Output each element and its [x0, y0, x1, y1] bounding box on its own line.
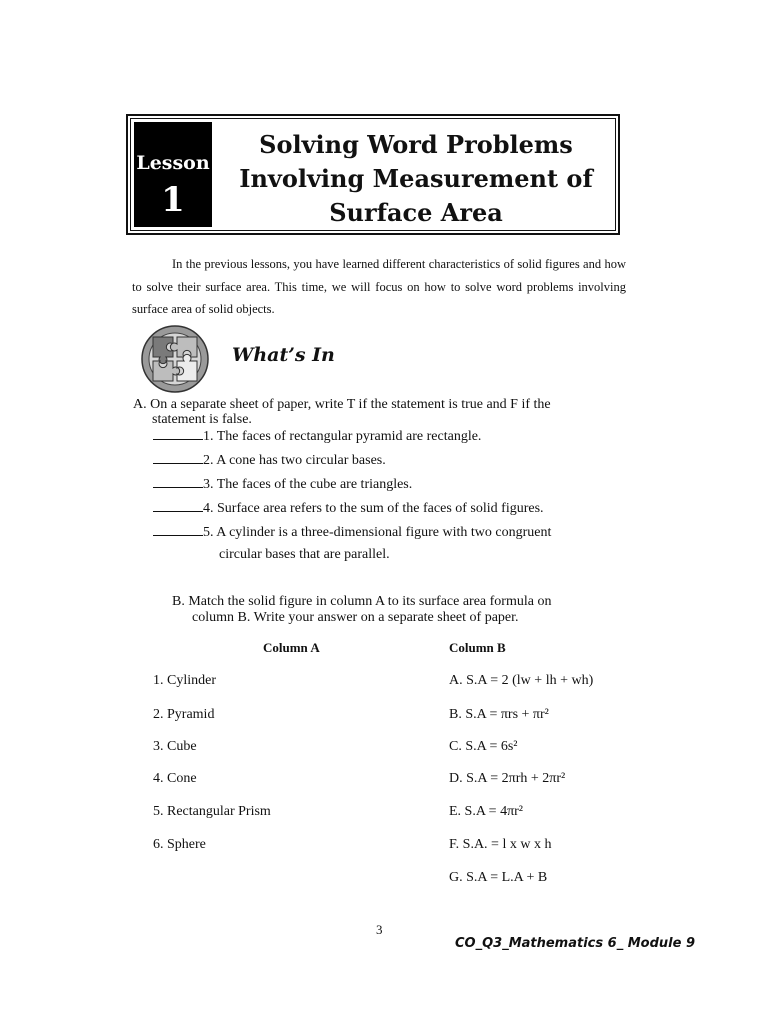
- footer-module-code: CO_Q3_Mathematics 6_ Module 9: [455, 936, 695, 951]
- lesson-title-line: Surface Area: [329, 198, 503, 227]
- page-number: 3: [376, 922, 383, 937]
- column-a-item: 3. Cube: [153, 739, 197, 754]
- column-b-item: C. S.A = 6s²: [449, 739, 518, 754]
- column-a-item: 5. Rectangular Prism: [153, 804, 271, 819]
- column-b-item: F. S.A. = l x w x h: [449, 837, 552, 852]
- intro-paragraph: In the previous lessons, you have learned different characteristics of solid figures and how to solve their surface area. This time, we will focus on how to solve word problems involving surface area of solid objects.: [132, 257, 626, 316]
- column-b-item: D. S.A = 2πrh + 2πr²: [449, 771, 566, 786]
- answer-blank[interactable]: [153, 475, 203, 488]
- column-a-item: 6. Sphere: [153, 837, 206, 852]
- lesson-number: 1: [161, 180, 185, 220]
- part-a-instruction-line1: A. On a separate sheet of paper, write T if the statement is true and F if the: [133, 397, 551, 412]
- column-a-item: 2. Pyramid: [153, 707, 215, 722]
- statement-text: 2. A cone has two circular bases.: [203, 453, 386, 468]
- answer-blank[interactable]: [153, 427, 203, 440]
- statement-text: 1. The faces of rectangular pyramid are rectangle.: [203, 429, 482, 444]
- section-title: What’s In: [232, 344, 335, 366]
- column-a-item: 1. Cylinder: [153, 673, 216, 688]
- lesson-tab: [134, 122, 212, 227]
- part-b-instruction-line2: column B. Write your answer on a separate sheet of paper.: [192, 610, 519, 625]
- statement-text: 5. A cylinder is a three-dimensional figure with two congruent: [203, 525, 552, 540]
- column-b-item: B. S.A = πrs + πr²: [449, 707, 549, 722]
- answer-blank[interactable]: [153, 451, 203, 464]
- lesson-label: Lesson: [136, 152, 210, 174]
- statement-text: 4. Surface area refers to the sum of the faces of solid figures.: [203, 501, 544, 516]
- list-item: [153, 427, 481, 445]
- list-item: [153, 451, 386, 469]
- part-b-instruction-line1: B. Match the solid figure in column A to its surface area formula on: [172, 594, 552, 609]
- list-item: [153, 523, 551, 541]
- list-item: [153, 499, 544, 517]
- answer-blank[interactable]: [153, 523, 203, 536]
- lesson-title-line: Solving Word Problems: [259, 130, 573, 159]
- column-a-header: Column A: [263, 640, 320, 655]
- statement-continuation: circular bases that are parallel.: [219, 547, 390, 562]
- part-a-instruction-line2: statement is false.: [152, 412, 252, 427]
- column-b-item: A. S.A = 2 (lw + lh + wh): [449, 673, 594, 688]
- lesson-title-line: Involving Measurement of: [239, 164, 593, 193]
- answer-blank[interactable]: [153, 499, 203, 512]
- column-b-header: Column B: [449, 640, 506, 655]
- lesson-title: [222, 128, 610, 230]
- column-b-item: G. S.A = L.A + B: [449, 870, 548, 885]
- puzzle-icon: [140, 324, 210, 394]
- list-item: [153, 475, 412, 493]
- column-b-item: E. S.A = 4πr²: [449, 804, 523, 819]
- statement-text: 3. The faces of the cube are triangles.: [203, 477, 413, 492]
- column-a-item: 4. Cone: [153, 771, 197, 786]
- lesson-header: [126, 114, 620, 235]
